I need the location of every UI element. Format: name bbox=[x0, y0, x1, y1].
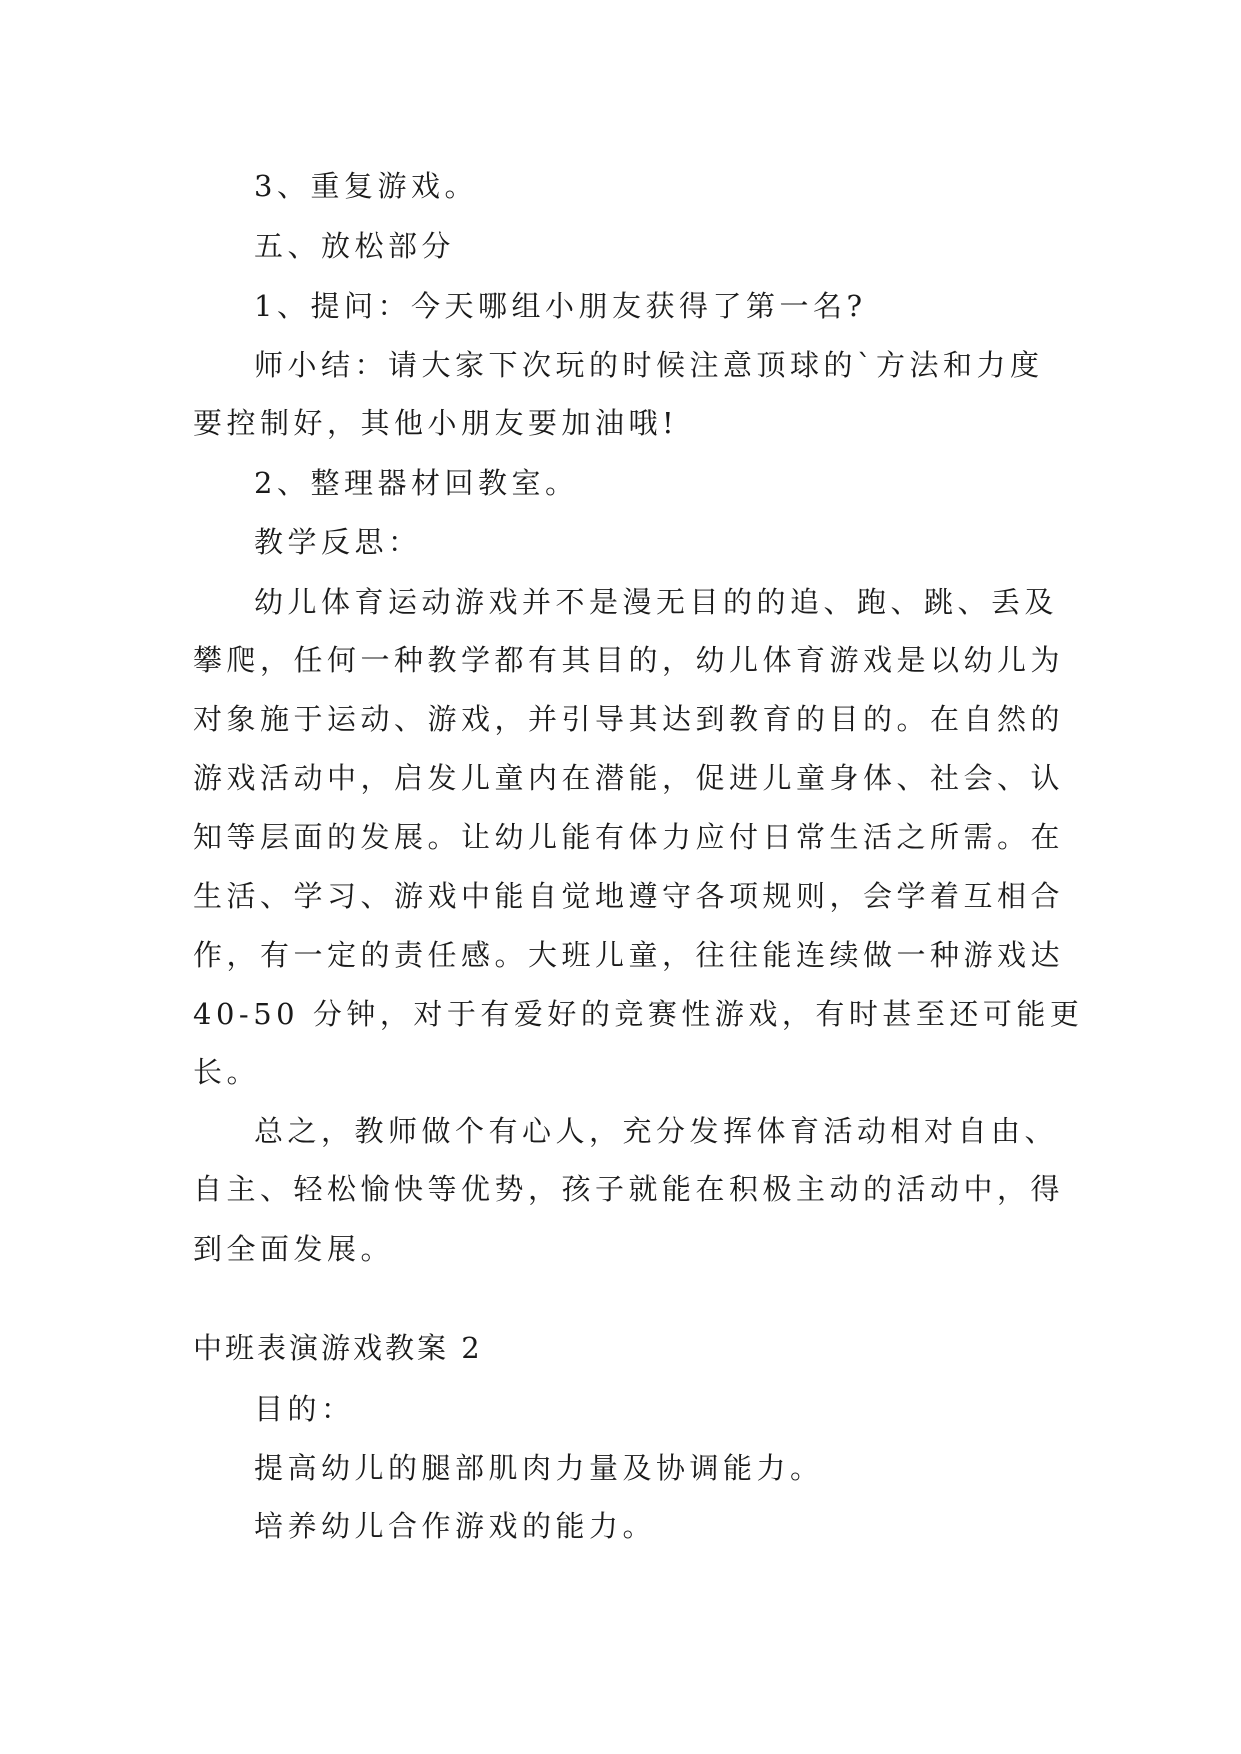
paragraph-line: 作，有一定的责任感。大班儿童，往往能连续做一种游戏达 bbox=[193, 938, 1065, 972]
paragraph-line: 对象施于运动、游戏，并引导其达到教育的目的。在自然的 bbox=[193, 702, 1065, 736]
paragraph-line: 1、提问：今天哪组小朋友获得了第一名? bbox=[254, 289, 867, 323]
paragraph-line: 到全面发展。 bbox=[193, 1232, 395, 1266]
paragraph-line: 知等层面的发展。让幼儿能有体力应付日常生活之所需。在 bbox=[193, 820, 1065, 854]
section-heading: 目的： bbox=[254, 1392, 355, 1426]
paragraph-line: 2、整理器材回教室。 bbox=[254, 466, 579, 500]
paragraph-line: 要控制好，其他小朋友要加油哦! bbox=[193, 406, 679, 440]
section-heading: 五、放松部分 bbox=[254, 229, 456, 263]
paragraph-line: 3、重复游戏。 bbox=[254, 169, 478, 203]
paragraph-line: 长。 bbox=[193, 1055, 261, 1089]
paragraph-line: 自主、轻松愉快等优势，孩子就能在积极主动的活动中，得 bbox=[193, 1172, 1065, 1206]
paragraph-line: 提高幼儿的腿部肌肉力量及协调能力。 bbox=[254, 1451, 824, 1485]
paragraph-line: 40-50 分钟，对于有爱好的竞赛性游戏，有时甚至还可能更 bbox=[193, 997, 1084, 1031]
paragraph-line: 培养幼儿合作游戏的能力。 bbox=[254, 1509, 657, 1543]
paragraph-line: 幼儿体育运动游戏并不是漫无目的的追、跑、跳、丢及 bbox=[254, 585, 1059, 619]
paragraph-line: 攀爬，任何一种教学都有其目的，幼儿体育游戏是以幼儿为 bbox=[193, 643, 1065, 677]
paragraph-line: 总之，教师做个有心人，充分发挥体育活动相对自由、 bbox=[254, 1114, 1059, 1148]
paragraph-line: 游戏活动中，启发儿童内在潜能，促进儿童身体、社会、认 bbox=[193, 761, 1065, 795]
document-title: 中班表演游戏教案 2 bbox=[193, 1331, 483, 1365]
section-heading: 教学反思： bbox=[254, 525, 422, 559]
paragraph-line: 生活、学习、游戏中能自觉地遵守各项规则，会学着互相合 bbox=[193, 879, 1065, 913]
paragraph-line: 师小结：请大家下次玩的时候注意顶球的`方法和力度 bbox=[254, 348, 1044, 382]
